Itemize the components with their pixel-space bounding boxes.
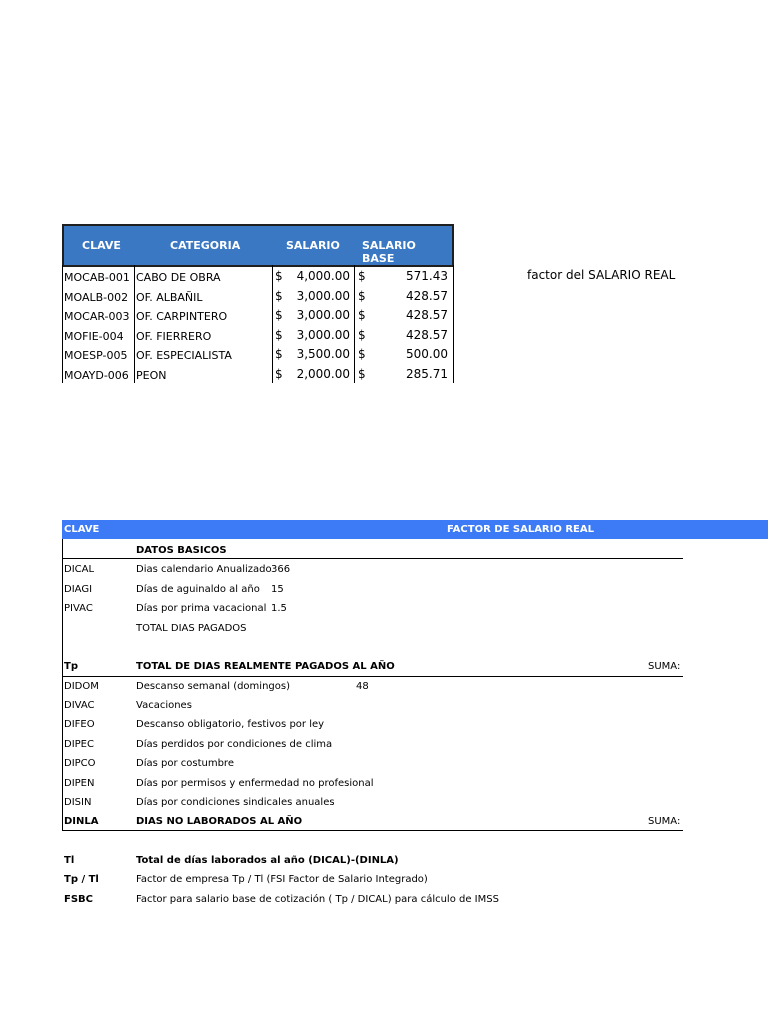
- cell-categoria: OF. ESPECIALISTA: [136, 349, 232, 362]
- grid-line: [62, 830, 683, 831]
- table-row: [62, 306, 454, 326]
- cell-salario: 3,500.00: [296, 347, 350, 361]
- currency-symbol: $: [358, 327, 366, 342]
- clave-dipco: DIPCO: [64, 758, 96, 769]
- value-diagi: 15: [271, 584, 284, 595]
- cell-categoria: PEON: [136, 368, 167, 382]
- value-pivac: 1.5: [271, 603, 287, 614]
- cell-salario: 3,000.00: [296, 327, 350, 342]
- desc-diagi: Días de aguinaldo al año: [136, 584, 260, 595]
- suma-dinla: SUMA:: [648, 816, 681, 827]
- clave-difeo: DIFEO: [64, 719, 95, 730]
- salary-table-header: [62, 224, 454, 267]
- cell-base: 571.43: [406, 269, 448, 283]
- grid-line: [62, 539, 63, 830]
- cell-clave: MOCAB-001: [64, 271, 130, 284]
- cell-salario: 4,000.00: [296, 269, 350, 283]
- header-clave: CLAVE: [82, 239, 121, 252]
- cell-base: 285.71: [406, 366, 448, 381]
- desc-disin: Días por condiciones sindicales anuales: [136, 797, 335, 808]
- desc-dical: Dias calendario Anualizado: [136, 564, 272, 575]
- grid-line: [62, 676, 683, 677]
- clave-divac: DIVAC: [64, 700, 95, 711]
- currency-symbol: $: [275, 308, 283, 322]
- cell-clave: MOFIE-004: [64, 329, 124, 343]
- clave-fsbc: FSBC: [64, 894, 93, 905]
- desc-dipco: Días por costumbre: [136, 758, 234, 769]
- clave-tp-tl: Tp / Tl: [64, 874, 99, 885]
- table-row: [62, 287, 454, 307]
- clave-tl: Tl: [64, 855, 75, 866]
- factor-table-header: [62, 520, 768, 539]
- desc-pivac: Días por prima vacacional: [136, 603, 267, 614]
- currency-symbol: $: [358, 269, 366, 283]
- cell-clave: MOALB-002: [64, 290, 129, 304]
- desc-tp-tl: Factor de empresa Tp / Tl (FSI Factor de Salario Integrado): [136, 874, 428, 885]
- cell-base: 500.00: [406, 347, 448, 361]
- factor-label: factor del SALARIO REAL: [527, 268, 676, 282]
- cell-categoria: OF. ALBAÑIL: [136, 290, 203, 304]
- currency-symbol: $: [358, 308, 366, 322]
- value-dical: 366: [271, 564, 291, 575]
- desc-fsbc: Factor para salario base de cotización ( Tp / DICAL) para cálculo de IMSS: [136, 894, 499, 905]
- header-salario: SALARIO: [286, 239, 340, 252]
- clave-tp: Tp: [64, 661, 78, 672]
- clave-dipec: DIPEC: [64, 739, 94, 750]
- clave-dinla: DINLA: [64, 816, 99, 827]
- header-clave: CLAVE: [64, 524, 100, 535]
- cell-clave: MOCAR-003: [64, 310, 130, 323]
- currency-symbol: $: [275, 327, 283, 342]
- table-row: [62, 365, 454, 385]
- cell-categoria: OF. CARPINTERO: [136, 310, 228, 323]
- desc-tl: Total de días laborados al año (DICAL)-(DINLA): [136, 855, 399, 866]
- cell-salario: 3,000.00: [296, 308, 350, 322]
- currency-symbol: $: [275, 347, 283, 361]
- desc-didom: Descanso semanal (domingos): [136, 681, 290, 692]
- header-categoria: CATEGORIA: [170, 239, 241, 252]
- total-dias-pagados: TOTAL DIAS PAGADOS: [136, 623, 247, 634]
- currency-symbol: $: [275, 288, 283, 303]
- header-salario-base: SALARIO BASE: [362, 239, 416, 265]
- desc-difeo: Descanso obligatorio, festivos por ley: [136, 719, 325, 730]
- table-row: [62, 326, 454, 346]
- cell-base: 428.57: [406, 308, 448, 322]
- value-didom: 48: [356, 681, 369, 692]
- salary-table: [62, 224, 454, 384]
- currency-symbol: $: [358, 288, 366, 303]
- grid-line: [62, 558, 683, 559]
- clave-pivac: PIVAC: [64, 603, 93, 614]
- clave-diagi: DIAGI: [64, 584, 93, 595]
- table-row: [62, 345, 454, 365]
- cell-base: 428.57: [406, 327, 448, 342]
- clave-didom: DIDOM: [64, 681, 99, 692]
- desc-divac: Vacaciones: [136, 700, 192, 711]
- cell-base: 428.57: [406, 288, 448, 303]
- cell-salario: 3,000.00: [296, 288, 350, 303]
- cell-categoria: OF. FIERRERO: [136, 329, 212, 343]
- table-row: [62, 267, 454, 287]
- cell-categoria: CABO DE OBRA: [136, 271, 221, 284]
- desc-dipen: Días por permisos y enfermedad no profesional: [136, 778, 374, 789]
- clave-dical: DICAL: [64, 564, 95, 575]
- suma-tp: SUMA:: [648, 661, 681, 672]
- clave-dipen: DIPEN: [64, 778, 95, 789]
- desc-tp: TOTAL DE DIAS REALMENTE PAGADOS AL AÑO: [136, 661, 395, 672]
- clave-disin: DISIN: [64, 797, 92, 808]
- cell-clave: MOAYD-006: [64, 368, 129, 382]
- currency-symbol: $: [275, 269, 283, 283]
- cell-salario: 2,000.00: [296, 366, 350, 381]
- header-title: FACTOR DE SALARIO REAL: [447, 524, 594, 535]
- currency-symbol: $: [358, 366, 366, 381]
- currency-symbol: $: [275, 366, 283, 381]
- cell-clave: MOESP-005: [64, 349, 128, 362]
- desc-dipec: Días perdidos por condiciones de clima: [136, 739, 333, 750]
- currency-symbol: $: [358, 347, 366, 361]
- datos-basicos-heading: DATOS BASICOS: [136, 545, 227, 556]
- desc-dinla: DIAS NO LABORADOS AL AÑO: [136, 816, 303, 827]
